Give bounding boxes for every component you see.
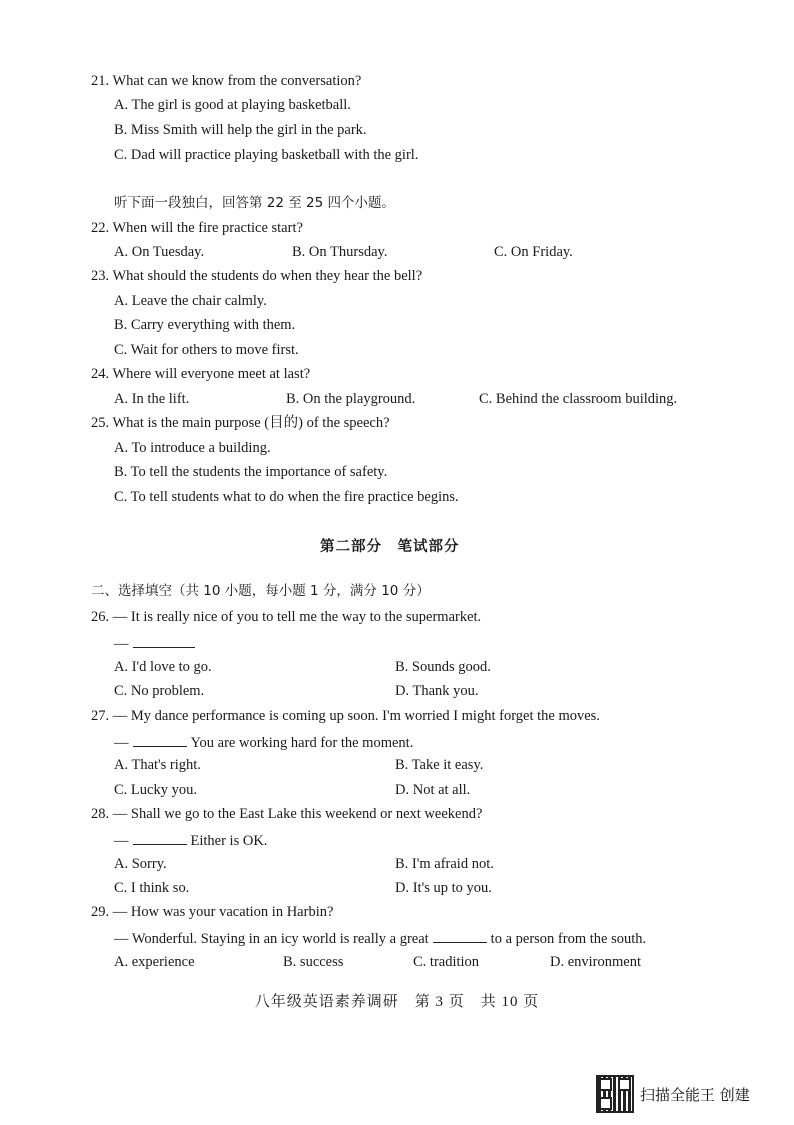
q29-reply-text-before: — Wonderful. Staying in an icy world is really a great	[114, 931, 429, 947]
q27-option-b: B. Take it easy.	[395, 757, 484, 773]
q29-answer-blank[interactable]	[433, 928, 487, 943]
q22-option-c: C. On Friday.	[494, 244, 573, 260]
q26-option-a: A. I'd love to go.	[114, 659, 212, 675]
q25-stem: 25. What is the main purpose (目的) of the speech?	[91, 415, 390, 431]
q28-stem: 28. — Shall we go to the East Lake this weekend or next weekend?	[91, 806, 483, 822]
q26-reply-dash: —	[114, 636, 129, 652]
q29-option-c: C. tradition	[413, 954, 480, 970]
page-footer: 八年级英语素养调研 第 3 页 共 10 页	[254, 994, 540, 1010]
part-two-title: 第二部分 笔试部分	[320, 539, 460, 555]
q21-option-b: B. Miss Smith will help the girl in the park.	[114, 122, 367, 138]
q26-option-c: C. No problem.	[114, 683, 205, 699]
q21-stem: 21. What can we know from the conversation?	[91, 73, 362, 89]
q29-reply-text-after: to a person from the south.	[490, 931, 647, 947]
q26-reply	[114, 633, 199, 653]
q25-option-b: B. To tell the students the importance of safety.	[114, 464, 388, 480]
q27-option-d: D. Not at all.	[395, 782, 471, 798]
q29-option-d: D. environment	[550, 954, 642, 970]
q27-option-c: C. Lucky you.	[114, 782, 197, 798]
q27-stem: 27. — My dance performance is coming up soon. I'm worried I might forget the moves.	[91, 708, 600, 724]
q29-reply	[114, 928, 646, 948]
q27-answer-blank[interactable]	[133, 732, 187, 747]
watermark-label: 扫描全能王 创建	[640, 1085, 750, 1104]
q28-option-a: A. Sorry.	[114, 856, 167, 872]
q29-option-b: B. success	[283, 954, 344, 970]
q29-stem: 29. — How was your vacation in Harbin?	[91, 904, 334, 920]
q23-stem: 23. What should the students do when they hear the bell?	[91, 268, 423, 284]
q27-reply-dash: —	[114, 735, 129, 751]
q27-reply-text: You are working hard for the moment.	[190, 735, 414, 751]
q23-option-b: B. Carry everything with them.	[114, 317, 296, 333]
q22-option-b: B. On Thursday.	[292, 244, 388, 260]
q23-option-c: C. Wait for others to move first.	[114, 342, 299, 358]
q26-option-b: B. Sounds good.	[395, 659, 491, 675]
qr-code-icon	[596, 1075, 634, 1113]
q28-answer-blank[interactable]	[133, 830, 187, 845]
q21-option-a: A. The girl is good at playing basketball.	[114, 97, 351, 113]
section-two-heading: 二、选择填空（共 10 小题，每小题 1 分，满分 10 分）	[91, 583, 430, 599]
q28-option-c: C. I think so.	[114, 880, 190, 896]
q28-reply-dash: —	[114, 833, 129, 849]
q22-stem: 22. When will the fire practice start?	[91, 220, 303, 236]
q24-option-b: B. On the playground.	[286, 391, 416, 407]
q23-option-a: A. Leave the chair calmly.	[114, 293, 267, 309]
q24-stem: 24. Where will everyone meet at last?	[91, 366, 311, 382]
q21-option-c: C. Dad will practice playing basketball with the girl.	[114, 147, 419, 163]
q27-reply	[114, 732, 413, 752]
q24-option-c: C. Behind the classroom building.	[479, 391, 678, 407]
q28-option-b: B. I'm afraid not.	[395, 856, 494, 872]
q28-reply-text: Either is OK.	[190, 833, 268, 849]
monologue-instructions: 听下面一段独白，回答第 22 至 25 四个小题。	[114, 195, 396, 211]
q22-option-a: A. On Tuesday.	[114, 244, 205, 260]
scanner-watermark	[596, 1075, 750, 1113]
q26-answer-blank[interactable]	[133, 633, 195, 648]
q26-stem: 26. — It is really nice of you to tell me the way to the supermarket.	[91, 609, 482, 625]
q28-option-d: D. It's up to you.	[395, 880, 492, 896]
q29-option-a: A. experience	[114, 954, 195, 970]
q24-option-a: A. In the lift.	[114, 391, 190, 407]
q26-option-d: D. Thank you.	[395, 683, 479, 699]
q25-option-c: C. To tell students what to do when the fire practice begins.	[114, 489, 459, 505]
q28-reply	[114, 830, 267, 850]
q27-option-a: A. That's right.	[114, 757, 201, 773]
q25-option-a: A. To introduce a building.	[114, 440, 271, 456]
